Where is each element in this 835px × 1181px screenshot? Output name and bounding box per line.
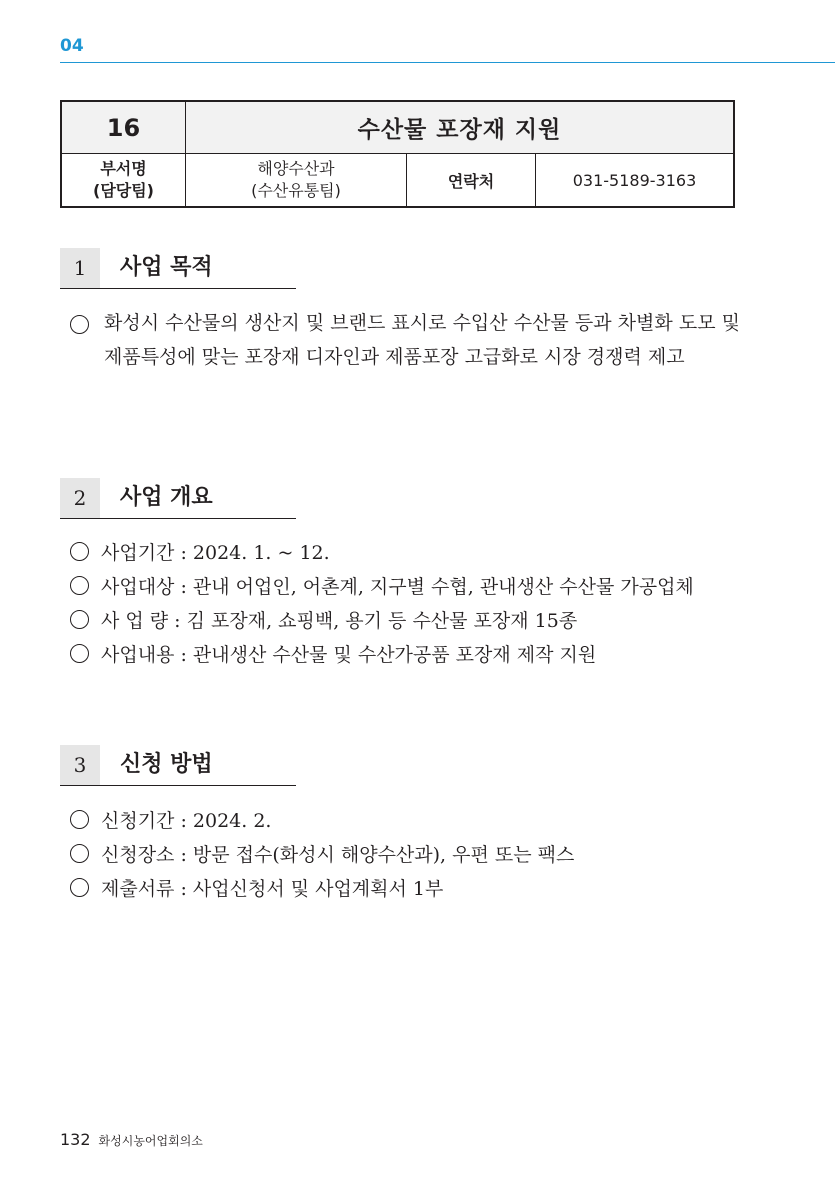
page-number: 132 xyxy=(60,1130,91,1149)
section-title: 사업 개요 xyxy=(120,485,213,510)
list-item xyxy=(70,536,770,570)
list-item xyxy=(70,838,770,872)
list-item-text: 사업기간 : 2024. 1. ~ 12. xyxy=(101,542,330,564)
dept-value-cell xyxy=(186,154,407,208)
list-item-text: 사업내용 : 관내생산 수산물 및 수산가공품 포장재 제작 지원 xyxy=(101,644,597,666)
purpose-paragraph xyxy=(70,306,740,416)
section-heading-1 xyxy=(60,248,296,288)
section-underline xyxy=(60,785,296,786)
circle-bullet-icon xyxy=(70,810,89,829)
section-underline xyxy=(60,288,296,289)
list-item-text: 제출서류 : 사업신청서 및 사업계획서 1부 xyxy=(101,878,444,900)
section-number: 3 xyxy=(60,745,100,785)
circle-bullet-icon xyxy=(70,576,89,595)
list-item xyxy=(70,872,770,906)
section-number: 1 xyxy=(60,248,100,288)
circle-bullet-icon xyxy=(70,542,89,561)
dept-label-cell xyxy=(61,154,186,208)
list-item xyxy=(70,804,770,838)
section-underline xyxy=(60,518,296,519)
list-item-text: 신청기간 : 2024. 2. xyxy=(101,810,272,832)
contact-label: 연락처 xyxy=(407,154,536,208)
list-item xyxy=(70,570,770,604)
list-item-text: 신청장소 : 방문 접수(화성시 해양수산과), 우편 또는 팩스 xyxy=(101,844,575,866)
application-list xyxy=(70,804,770,906)
circle-bullet-icon xyxy=(70,610,89,629)
list-item xyxy=(70,638,770,672)
section-number: 2 xyxy=(60,478,100,518)
program-info-table xyxy=(60,100,735,208)
list-item xyxy=(70,604,770,638)
header-divider xyxy=(60,62,835,63)
team-name: (수산유통팀) xyxy=(251,181,341,200)
list-item-text: 사업대상 : 관내 어업인, 어촌계, 지구별 수협, 관내생산 수산물 가공업체 xyxy=(101,576,694,598)
dept-name: 해양수산과 xyxy=(257,159,335,178)
section-heading-3 xyxy=(60,745,296,785)
dept-label-line2: (담당팀) xyxy=(93,181,154,200)
page-footer xyxy=(60,1130,203,1149)
dept-label-line1: 부서명 xyxy=(100,159,147,178)
chapter-number: 04 xyxy=(60,36,84,56)
circle-bullet-icon xyxy=(70,878,89,897)
purpose-text: 화성시 수산물의 생산지 및 브랜드 표시로 수입산 수산물 등과 차별화 도모 및 제품특성에 맞는 포장재 디자인과 제품포장 고급화로 시장 경쟁력 제고 xyxy=(104,312,740,368)
overview-list xyxy=(70,536,770,672)
organization-name: 화성시농어업회의소 xyxy=(98,1134,203,1148)
section-title: 신청 방법 xyxy=(120,752,213,777)
section-title: 사업 목적 xyxy=(120,255,213,280)
program-number: 16 xyxy=(61,101,186,154)
section-heading-2 xyxy=(60,478,296,518)
circle-bullet-icon xyxy=(70,844,89,863)
program-title: 수산물 포장재 지원 xyxy=(186,101,735,154)
circle-bullet-icon xyxy=(70,644,89,663)
list-item-text: 사 업 량 : 김 포장재, 쇼핑백, 용기 등 수산물 포장재 15종 xyxy=(101,610,578,632)
circle-bullet-icon xyxy=(70,315,89,334)
contact-phone: 031-5189-3163 xyxy=(536,154,735,208)
